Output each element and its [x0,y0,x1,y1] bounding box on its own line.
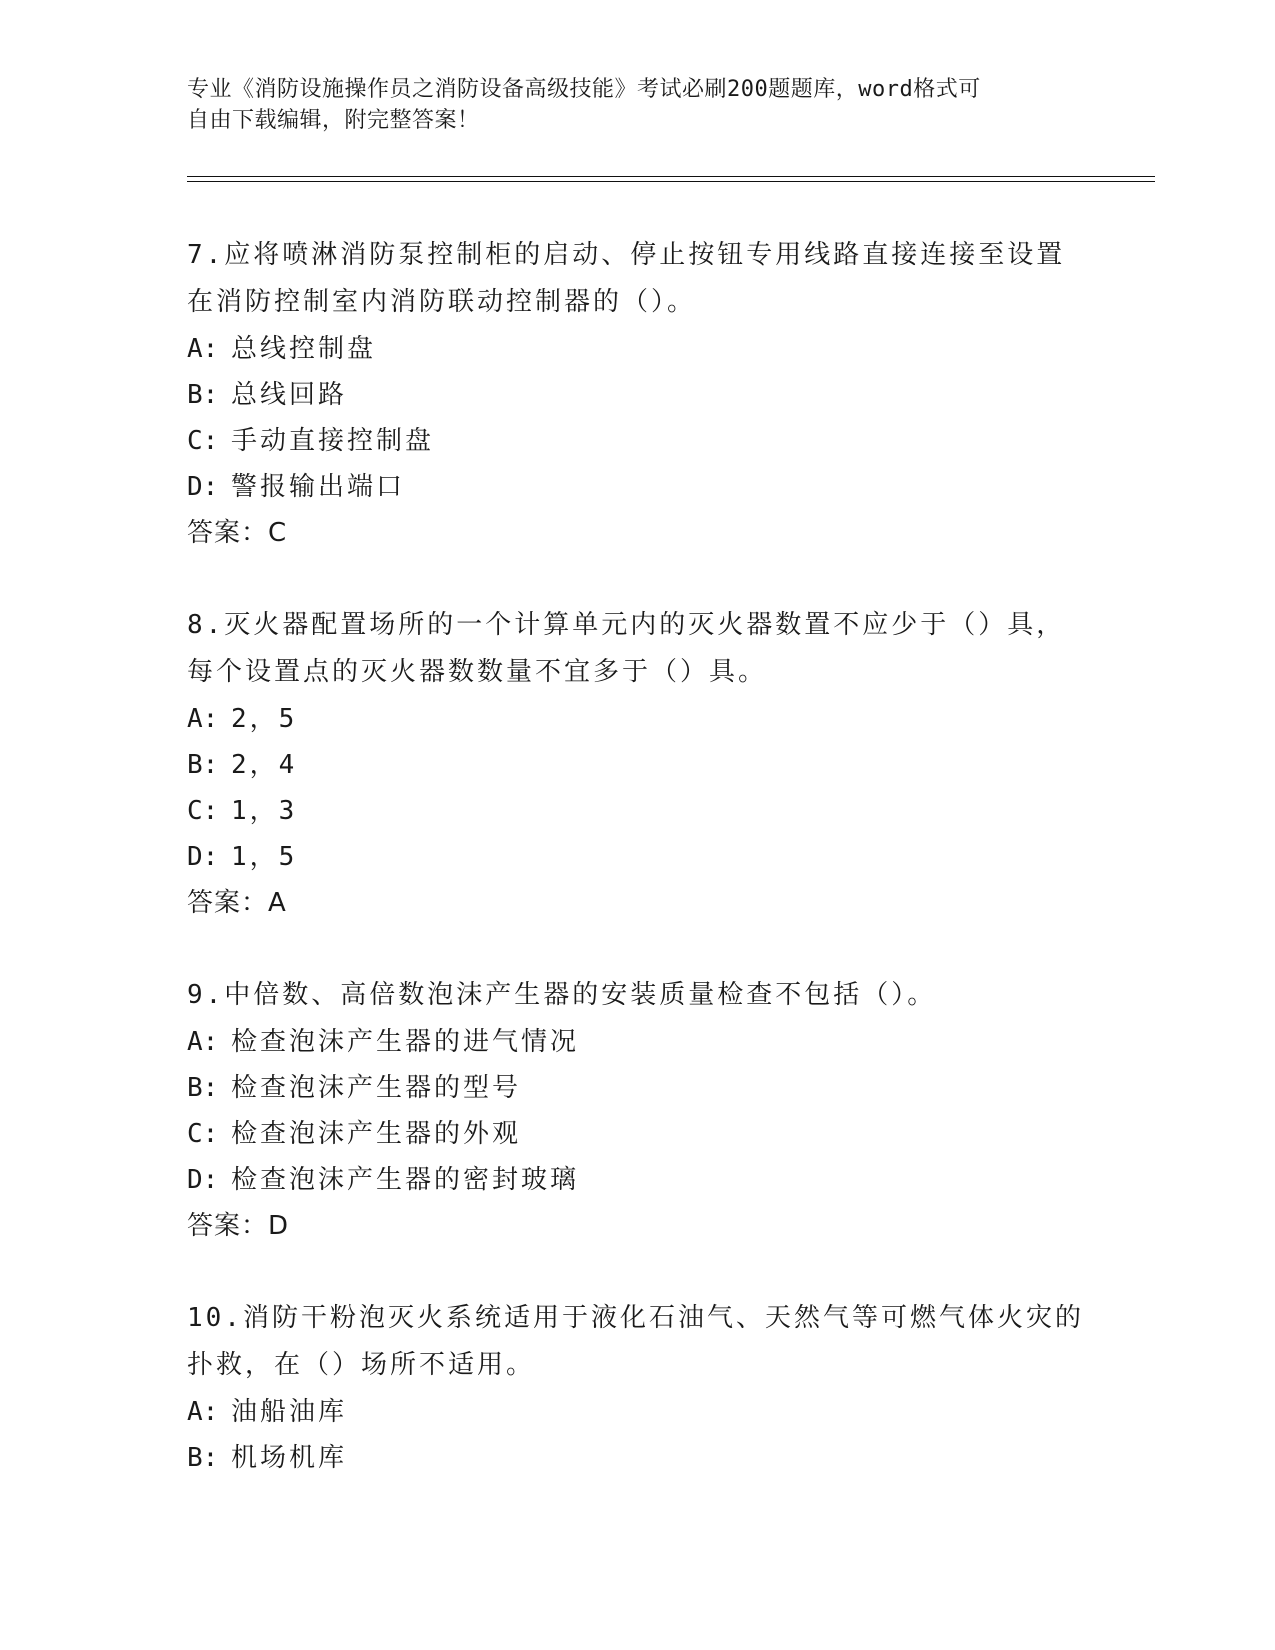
option-a [187,1019,1087,1065]
option-letter: B: [187,750,219,780]
option-text: 检查泡沫产生器的外观 [231,1119,522,1149]
answer-line: 答案：C [187,518,288,548]
option-text: 机场机库 [231,1443,348,1473]
option-c [187,418,1087,464]
option-c [187,1111,1087,1157]
header-divider-bottom [187,181,1155,182]
option-a [187,1389,1087,1435]
option-text: 油船油库 [231,1397,348,1427]
option-text: 1，3 [231,796,298,826]
option-a [187,696,1087,742]
option-d [187,1157,1087,1203]
option-d [187,834,1087,880]
option-letter: A: [187,704,219,734]
option-letter: A: [187,1027,219,1057]
question-text-line: 在消防控制室内消防联动控制器的（）。 [187,287,697,317]
option-b [187,742,1087,788]
question-item [187,1295,1087,1481]
option-b [187,1065,1087,1111]
question-text-line: 10.消防干粉泡灭火系统适用于液化石油气、天然气等可燃气体火灾的 [187,1303,1084,1333]
option-text: 警报输出端口 [231,472,406,502]
header-line-2: 自由下载编辑，附完整答案！ [187,108,480,133]
question-item [187,972,1087,1249]
option-letter: D: [187,472,219,502]
question-text-line: 7.应将喷淋消防泵控制柜的启动、停止按钮专用线路直接连接至设置 [187,240,1066,270]
option-letter: D: [187,842,219,872]
option-letter: D: [187,1165,219,1195]
option-c [187,788,1087,834]
question-item [187,602,1087,926]
option-a [187,326,1087,372]
option-letter: C: [187,796,219,826]
option-text: 2，4 [231,750,298,780]
option-letter: B: [187,380,219,410]
option-text: 总线回路 [231,380,348,410]
question-text-line: 8.灭火器配置场所的一个计算单元内的灭火器数置不应少于（）具， [187,610,1066,640]
answer-line: 答案：A [187,888,287,918]
option-letter: B: [187,1073,219,1103]
option-b [187,372,1087,418]
question-item [187,232,1087,556]
document-header [187,74,1087,136]
option-letter: A: [187,1397,219,1427]
option-text: 2，5 [231,704,298,734]
header-divider-top [187,176,1155,177]
option-letter: C: [187,426,219,456]
header-line-1: 专业《消防设施操作员之消防设备高级技能》考试必刷200题题库，word格式可 [187,77,981,102]
option-text: 检查泡沫产生器的进气情况 [231,1027,580,1057]
question-text-line: 每个设置点的灭火器数数量不宜多于（）具。 [187,657,768,687]
option-letter: B: [187,1443,219,1473]
option-text: 手动直接控制盘 [231,426,435,456]
option-d [187,464,1087,510]
option-text: 检查泡沫产生器的密封玻璃 [231,1165,580,1195]
option-letter: C: [187,1119,219,1149]
option-text: 总线控制盘 [231,334,377,364]
question-text-line: 扑救，在（）场所不适用。 [187,1350,536,1380]
option-text: 1，5 [231,842,298,872]
option-text: 检查泡沫产生器的型号 [231,1073,522,1103]
answer-line: 答案：D [187,1211,290,1241]
option-letter: A: [187,334,219,364]
question-list [187,232,1087,1527]
option-b [187,1435,1087,1481]
question-text-line: 9.中倍数、高倍数泡沫产生器的安装质量检查不包括（）。 [187,980,937,1010]
